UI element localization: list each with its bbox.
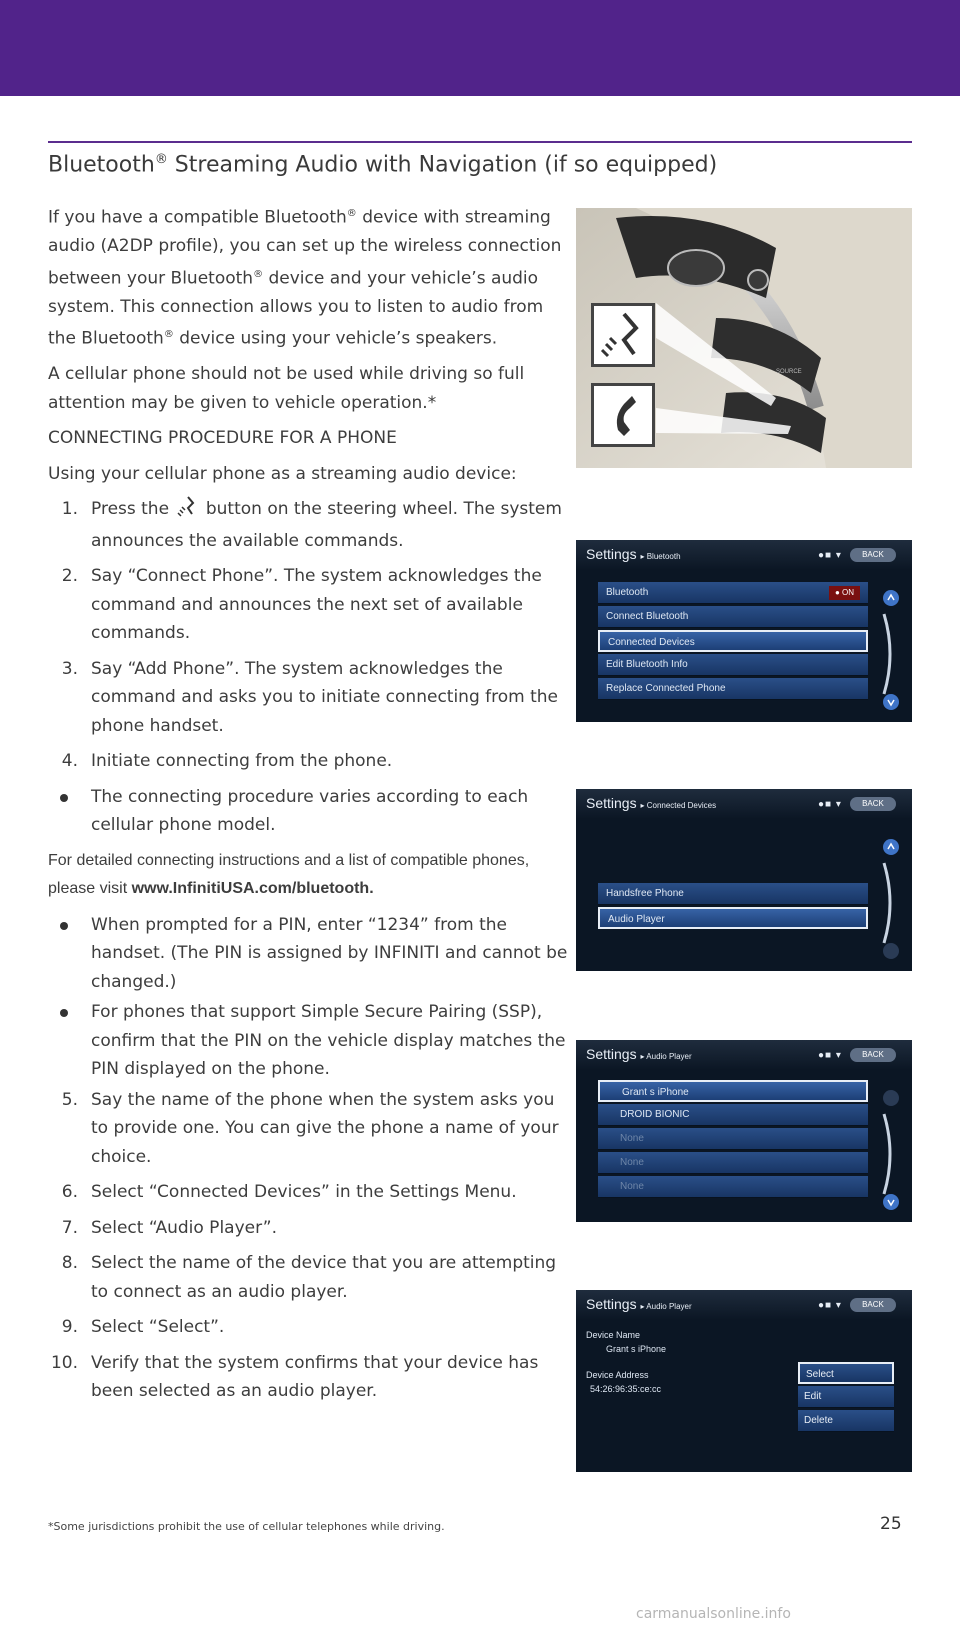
step-7: 7. Select “Audio Player”. (61, 1217, 278, 1238)
menu-item-connected-devices[interactable]: Connected Devices (598, 630, 868, 652)
edit-option[interactable]: Edit (798, 1386, 894, 1408)
menu-item-replace-connected-phone[interactable]: Replace Connected Phone (598, 678, 868, 700)
watermark: carmanualsonline.info (636, 1606, 791, 1622)
screen-bluetooth-settings (576, 540, 912, 722)
menu-item-audio-player[interactable]: Audio Player (598, 907, 868, 929)
bluetooth-on-badge[interactable]: ● ON (829, 586, 860, 600)
voice-talk-icon (594, 306, 652, 364)
scrollbar[interactable] (878, 574, 904, 714)
menu-item-edit-bluetooth-info[interactable]: Edit Bluetooth Info (598, 654, 868, 676)
status-icons: ●■ ▾ (818, 1050, 842, 1061)
scrollbar[interactable] (878, 1074, 904, 1214)
screen-title: Settings ▸ Audio Player (586, 1296, 692, 1312)
device-name-value: Grant s iPhone (606, 1344, 667, 1354)
back-button[interactable]: BACK (850, 797, 896, 811)
back-button[interactable]: BACK (850, 1048, 896, 1062)
screen-audio-player-list (576, 1040, 912, 1222)
device-item-none-1[interactable]: None (598, 1128, 868, 1150)
menu-item-connect-bluetooth[interactable]: Connect Bluetooth (598, 606, 868, 628)
back-button[interactable]: BACK (850, 548, 896, 562)
back-button[interactable]: BACK (850, 1298, 896, 1312)
step-1: 1. Press the button on the steering wheel. The system announces the available commands. (48, 495, 568, 555)
menu-item-bluetooth[interactable]: Bluetooth ● ON (598, 582, 868, 604)
header-band (0, 0, 960, 96)
voice-button-callout (591, 303, 655, 367)
detail-paragraph: For detailed connecting instructions and a list of compatible phones, please visit www.InfinitiUSA.com/bluetooth. (48, 851, 530, 898)
footnote: *Some jurisdictions prohibit the use of cellular telephones while driving. (48, 1520, 445, 1533)
voice-talk-icon (176, 495, 198, 527)
status-icons: ●■ ▾ (818, 550, 842, 561)
device-address-label: Device Address (586, 1370, 649, 1380)
steering-wheel-photo (576, 208, 912, 468)
bullet-dot-icon (60, 794, 68, 802)
phone-icon (594, 386, 652, 444)
bluetooth-url-link[interactable]: www.InfinitiUSA.com/bluetooth. (131, 880, 374, 898)
step-9: 9. Select “Select”. (61, 1317, 225, 1338)
bullet-connecting-varies: The connecting procedure varies according to each cellular phone model. (48, 783, 568, 840)
device-name-label: Device Name (586, 1330, 641, 1340)
step-4: 4. Initiate connecting from the phone. (61, 751, 393, 772)
source-label: SOURCE (776, 369, 802, 375)
device-address-value: 54:26:96:35:ce:cc (590, 1384, 662, 1394)
step-2: 2. Say “Connect Phone”. The system acknowledges the command and announces the next set of available commands. (61, 566, 542, 644)
bullet-pin: When prompted for a PIN, enter “1234” from the handset. (The PIN is assigned by INFINITI and cannot be changed.) (48, 911, 568, 997)
step-3: 3. Say “Add Phone”. The system acknowledges the command and asks you to initiate connecting from the phone handset. (61, 658, 559, 736)
procedure-intro: Using your cellular phone as a streaming audio device: (48, 463, 517, 484)
screen-connected-devices (576, 789, 912, 971)
status-icons: ●■ ▾ (818, 799, 842, 810)
step-6: 6. Select “Connected Devices” in the Settings Menu. (61, 1182, 517, 1203)
warning-paragraph: A cellular phone should not be used while driving so full attention may be given to vehicle operation.* (48, 364, 525, 413)
bullet-ssp: For phones that support Simple Secure Pairing (SSP), confirm that the PIN on the vehicle display matches the PIN displayed on the phone. (48, 998, 568, 1084)
screen-title: Settings ▸ Audio Player (586, 1046, 692, 1062)
device-item-grant-iphone[interactable]: Grant s iPhone (598, 1080, 868, 1102)
device-item-none-3[interactable]: None (598, 1176, 868, 1198)
delete-option[interactable]: Delete (798, 1410, 894, 1432)
step-10: 10. Verify that the system confirms that your device has been selected as an audio player. (50, 1352, 539, 1402)
page-title: Bluetooth® Streaming Audio with Navigation (if so equipped) (48, 152, 718, 178)
page-number: 25 (880, 1514, 902, 1534)
screen-title: Settings ▸ Bluetooth (586, 546, 681, 562)
device-item-none-2[interactable]: None (598, 1152, 868, 1174)
screen-audio-player-detail (576, 1290, 912, 1472)
section-divider (48, 141, 912, 143)
select-option[interactable]: Select (798, 1362, 894, 1384)
scrollbar[interactable] (878, 823, 904, 963)
screen-title: Settings ▸ Connected Devices (586, 795, 717, 811)
bullet-dot-icon (60, 1009, 68, 1017)
intro-paragraph: If you have a compatible Bluetooth® device with streaming audio (A2DP profile), you can set up the wireless connection between your Bluetooth® device and your vehicle’s audio system. This connection allows you to listen to audio from the Bluetooth® device using your vehicle’s speakers. (48, 207, 562, 349)
phone-button-callout (591, 383, 655, 447)
procedure-title: CONNECTING PROCEDURE FOR A PHONE (48, 428, 397, 449)
device-item-droid-bionic[interactable]: DROID BIONIC (598, 1104, 868, 1126)
menu-item-handsfree-phone[interactable]: Handsfree Phone (598, 883, 868, 905)
instructions-column (48, 200, 568, 1413)
step-5: 5. Say the name of the phone when the system asks you to provide one. You can give the phone a name of your choice. (61, 1089, 559, 1167)
step-8: 8. Select the name of the device that you are attempting to connect as an audio player. (61, 1253, 557, 1302)
status-icons: ●■ ▾ (818, 1300, 842, 1311)
bullet-dot-icon (60, 922, 68, 930)
